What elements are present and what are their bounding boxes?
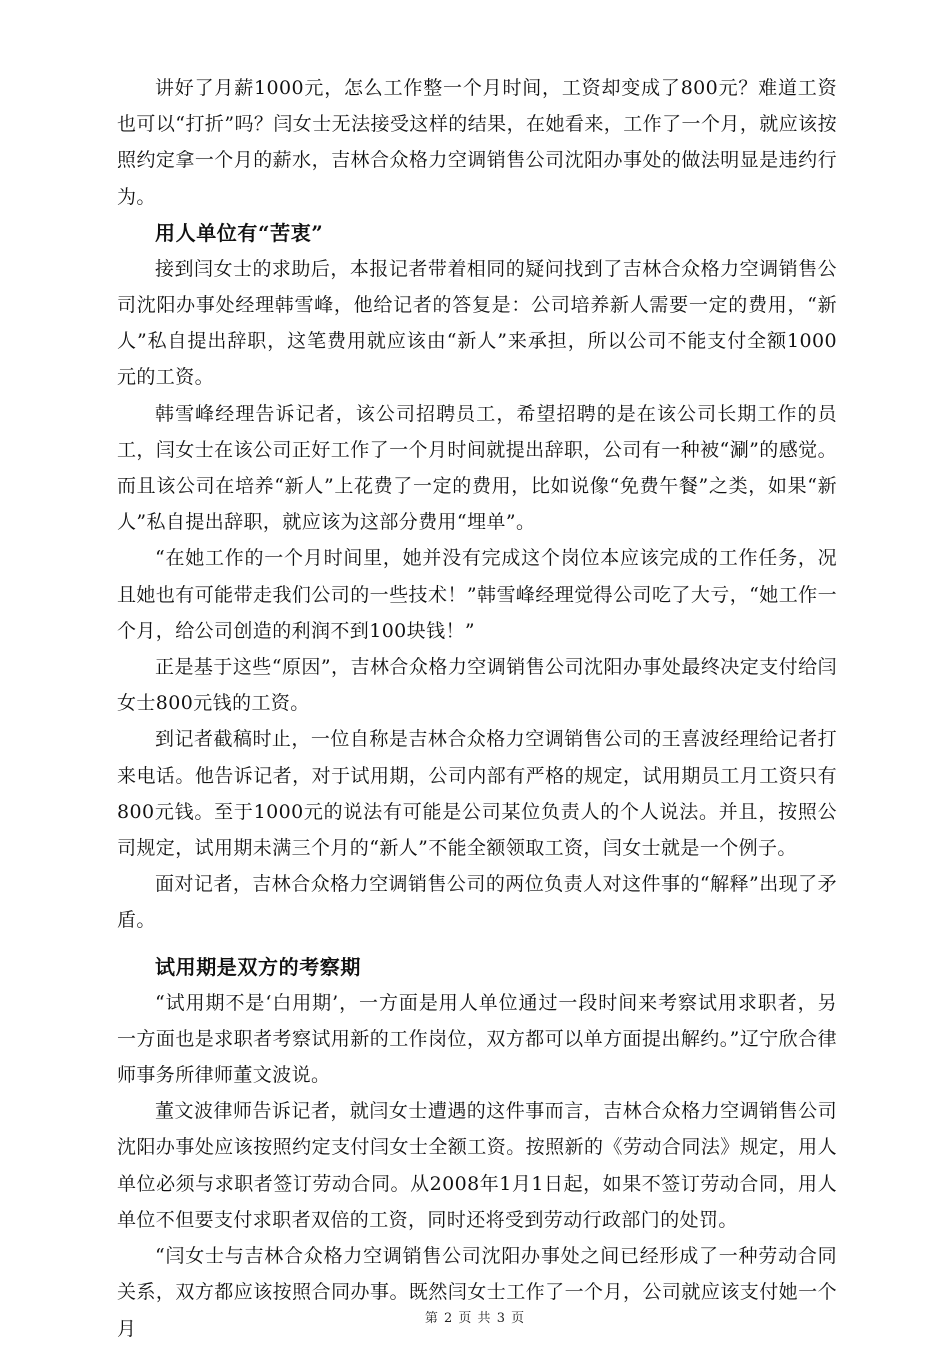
paragraph-manager-quote: “在她工作的一个月时间里，她并没有完成这个岗位本应该完成的工作任务，况且她也有可能带走我们公司的一些技术！”韩雪峰经理觉得公司吃了大亏，“她工作一个月，给公司创造的利润不到100块钱！”	[117, 547, 837, 642]
paragraph-final-decision: 正是基于这些“原因”，吉林合众格力空调销售公司沈阳办事处最终决定支付给闫女士800元钱的工资。	[117, 656, 837, 715]
page-number-footer: 第 2 页 共 3 页	[424, 1311, 526, 1326]
document-body	[117, 70, 837, 1347]
paragraph-manager-explanation: 韩雪峰经理告诉记者，该公司招聘员工，希望招聘的是在该公司长期工作的员工，闫女士在该公司正好工作了一个月时间就提出辞职，公司有一种被“涮”的感觉。而且该公司在培养“新人”上花费了一定的费用，比如说像“免费午餐”之类，如果“新人”私自提出辞职，就应该为这部分费用“埋单”。	[117, 402, 837, 534]
paragraph-contradiction: 面对记者，吉林合众格力空调销售公司的两位负责人对这件事的“解释”出现了矛盾。	[117, 873, 837, 932]
paragraph-lawyer-quote: “试用期不是‘白用期’，一方面是用人单位通过一段时间来考察试用求职者，另一方面也是求职者考察试用新的工作岗位，双方都可以单方面提出解约。”辽宁欣合律师事务所律师董文波说。	[117, 991, 837, 1087]
paragraph-second-manager-call: 到记者截稿时止，一位自称是吉林合众格力空调销售公司的王喜波经理给记者打来电话。他告诉记者，对于试用期，公司内部有严格的规定，试用期员工月工资只有800元钱。至于1000元的说法有可能是公司某位负责人的个人说法。并且，按照公司规定，试用期未满三个月的“新人”不能全额领取工资，闫女士就是一个例子。	[117, 728, 837, 860]
heading-probation-period: 试用期是双方的考察期	[155, 954, 361, 979]
paragraph-salary-discount: 讲好了月薪1000元，怎么工作整一个月时间，工资却变成了800元？难道工资也可以“打折”吗？闫女士无法接受这样的结果，在她看来，工作了一个月，就应该按照约定拿一个月的薪水，吉林合众格力空调销售公司沈阳办事处的做法明显是违约行为。	[117, 77, 837, 208]
heading-employer-grievance: 用人单位有“苦衷”	[155, 220, 324, 245]
paragraph-contract-relationship: “闫女士与吉林合众格力空调销售公司沈阳办事处之间已经形成了一种劳动合同关系，双方都应该按照合同办事。既然闫女士工作了一个月，公司就应该支付她一个月	[117, 1245, 837, 1340]
paragraph-reporter-inquiry: 接到闫女士的求助后，本报记者带着相同的疑问找到了吉林合众格力空调销售公司沈阳办事处经理韩雪峰，他给记者的答复是：公司培养新人需要一定的费用，“新人”私自提出辞职，这笔费用就应该由“新人”来承担，所以公司不能支付全额1000元的工资。	[117, 257, 837, 389]
paragraph-labor-contract-law: 董文波律师告诉记者，就闫女士遭遇的这件事而言，吉林合众格力空调销售公司沈阳办事处应该按照约定支付闫女士全额工资。按照新的《劳动合同法》规定，用人单位必须与求职者签订劳动合同。从2008年1月1日起，如果不签订劳动合同，用人单位不但要支付求职者双倍的工资，同时还将受到劳动行政部门的处罚。	[117, 1100, 837, 1231]
